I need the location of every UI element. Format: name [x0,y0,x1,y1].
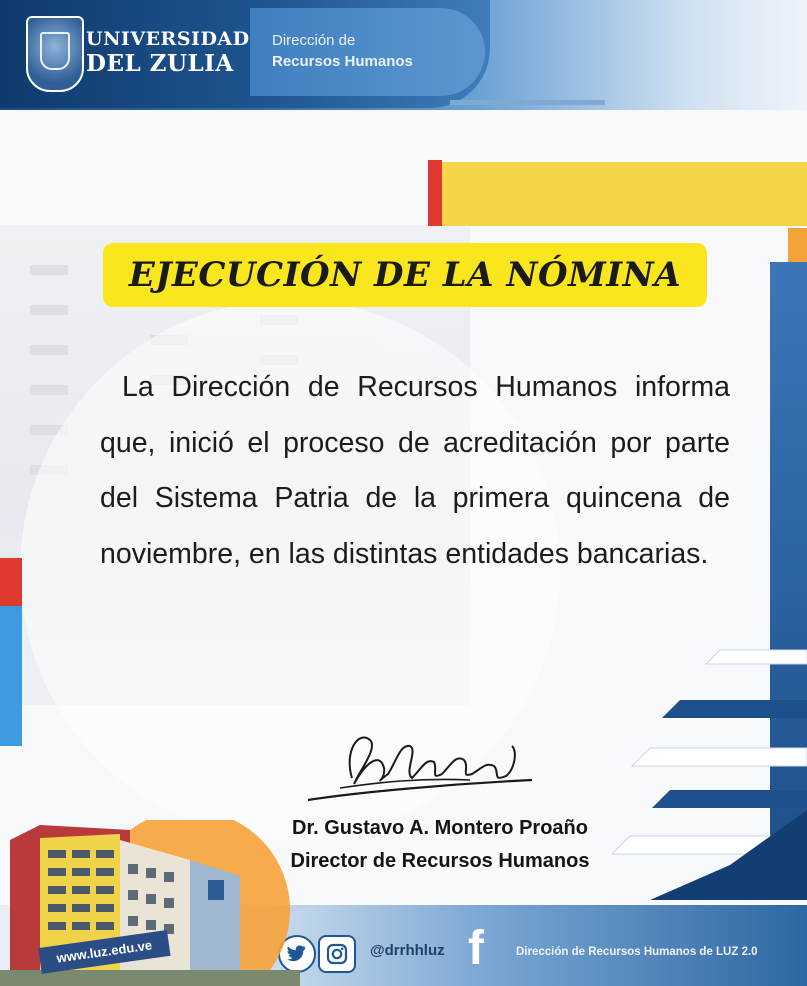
accent-left-blue [0,606,22,746]
department-name-line1: Dirección de [272,32,356,49]
university-name-line2: DEL ZULIA [86,50,234,77]
website-url[interactable]: www.luz.edu.ve [55,937,154,966]
header-divider [450,100,605,105]
university-seal-logo [26,16,84,92]
facebook-icon[interactable]: f [468,922,484,975]
title-banner [103,243,707,307]
department-name-line2: Recursos Humanos [272,53,413,70]
facebook-page-name[interactable]: Dirección de Recursos Humanos de LUZ 2.0 [516,946,758,958]
notice-title: EJECUCIÓN DE LA NÓMINA [128,255,682,295]
signatory-role: Director de Recursos Humanos [290,850,590,872]
handwritten-signature [300,722,540,812]
accent-red-bar [428,160,442,226]
social-handle[interactable]: @drrhhluz [370,942,445,959]
accent-left-red [0,558,22,606]
notice-body: La Dirección de Recursos Humanos informa que, inició el proceso de acreditación por parte del Sistema Patria de la primera quincena de noviembre, en las distintas entidades bancarias. [100,371,730,570]
header-department-panel [250,8,485,96]
university-name-line1: UNIVERSIDAD [86,28,250,50]
instagram-icon[interactable] [318,935,356,973]
accent-yellow-bar [440,162,807,226]
signatory-name: Dr. Gustavo A. Montero Proaño [292,817,588,839]
